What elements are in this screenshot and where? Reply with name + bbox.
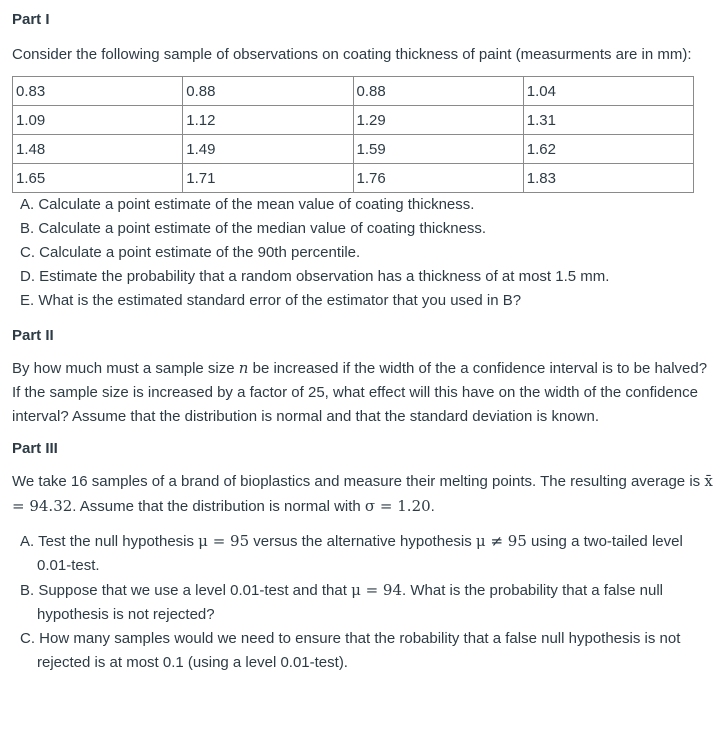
question-a — [20, 529, 715, 578]
part-2-heading: Part II — [12, 327, 54, 344]
part-1-heading: Part I — [12, 11, 50, 28]
question-a: A. Calculate a point estimate of the mean value of coating thickness. — [20, 196, 475, 213]
table-cell: 1.83 — [523, 164, 693, 193]
math-h0: μ = 95 — [198, 532, 250, 550]
text-fragment: . — [430, 498, 435, 515]
table-cell: 0.88 — [353, 77, 523, 106]
math-mu: μ = 94 — [351, 581, 403, 599]
table-cell: 1.48 — [13, 135, 183, 164]
question-b — [20, 578, 715, 627]
part-3-questions — [12, 529, 715, 675]
part-2-text — [12, 356, 715, 429]
table-cell: 1.04 — [523, 77, 693, 106]
text-fragment: versus the alternative hypothesis — [249, 533, 476, 550]
table-cell: 0.83 — [13, 77, 183, 106]
text-fragment: be increased if the width of the a confidence interval is to be halved? If the sample size is increased by a factor of 25, what effect will this have on the width of the confidence interval? Assume that the distribution is normal and that the standard deviation is known. — [12, 360, 708, 425]
table-cell: 1.09 — [13, 106, 183, 135]
table-cell: 1.49 — [183, 135, 353, 164]
part-3-heading: Part III — [12, 440, 58, 457]
table-cell: 1.65 — [13, 164, 183, 193]
math-xbar: x̄ = 94.32 — [12, 472, 713, 515]
table-cell: 1.76 — [353, 164, 523, 193]
text-fragment: . Assume that the distribution is normal with — [72, 498, 365, 515]
part-1-intro: Consider the following sample of observations on coating thickness of paint (measurments are in mm): — [12, 46, 692, 63]
text-fragment: By how much must a sample size — [12, 360, 239, 377]
text-fragment: . What is the probability that a false null hypothesis is not rejected? — [37, 582, 663, 623]
math-h1: μ ≠ 95 — [475, 532, 527, 550]
table-cell: 1.31 — [523, 106, 693, 135]
table-cell: 1.12 — [183, 106, 353, 135]
text-fragment: using a two-tailed level 0.01-test. — [37, 533, 683, 574]
table-row — [13, 106, 694, 135]
question-c: C. Calculate a point estimate of the 90th percentile. — [20, 244, 361, 261]
text-fragment: A. Test the null hypothesis — [20, 533, 199, 550]
text-fragment: We take 16 samples of a brand of bioplastics and measure their melting points. The resulting average is — [12, 473, 705, 490]
math-n: n — [238, 359, 249, 377]
table-cell: 1.29 — [353, 106, 523, 135]
part-3-intro — [12, 469, 715, 519]
question-e: E. What is the estimated standard error of the estimator that you used in B? — [20, 292, 522, 309]
table-row — [13, 77, 694, 106]
observations-table — [12, 76, 694, 193]
question-b: B. Calculate a point estimate of the median value of coating thickness. — [20, 220, 487, 237]
table-cell: 1.62 — [523, 135, 693, 164]
table-row — [13, 135, 694, 164]
table-cell: 0.88 — [183, 77, 353, 106]
table-cell: 1.71 — [183, 164, 353, 193]
question-d: D. Estimate the probability that a random observation has a thickness of at most 1.5 mm. — [20, 268, 610, 285]
text-fragment: B. Suppose that we use a level 0.01-test and that — [20, 582, 352, 599]
table-cell: 1.59 — [353, 135, 523, 164]
table-row — [13, 164, 694, 193]
question-c: C. How many samples would we need to ensure that the robability that a false null hypothesis is not rejected is at most 0.1 (using a level 0.01-test). — [20, 630, 681, 671]
math-sigma: σ = 1.20 — [364, 497, 431, 515]
part-1-questions — [12, 193, 715, 313]
